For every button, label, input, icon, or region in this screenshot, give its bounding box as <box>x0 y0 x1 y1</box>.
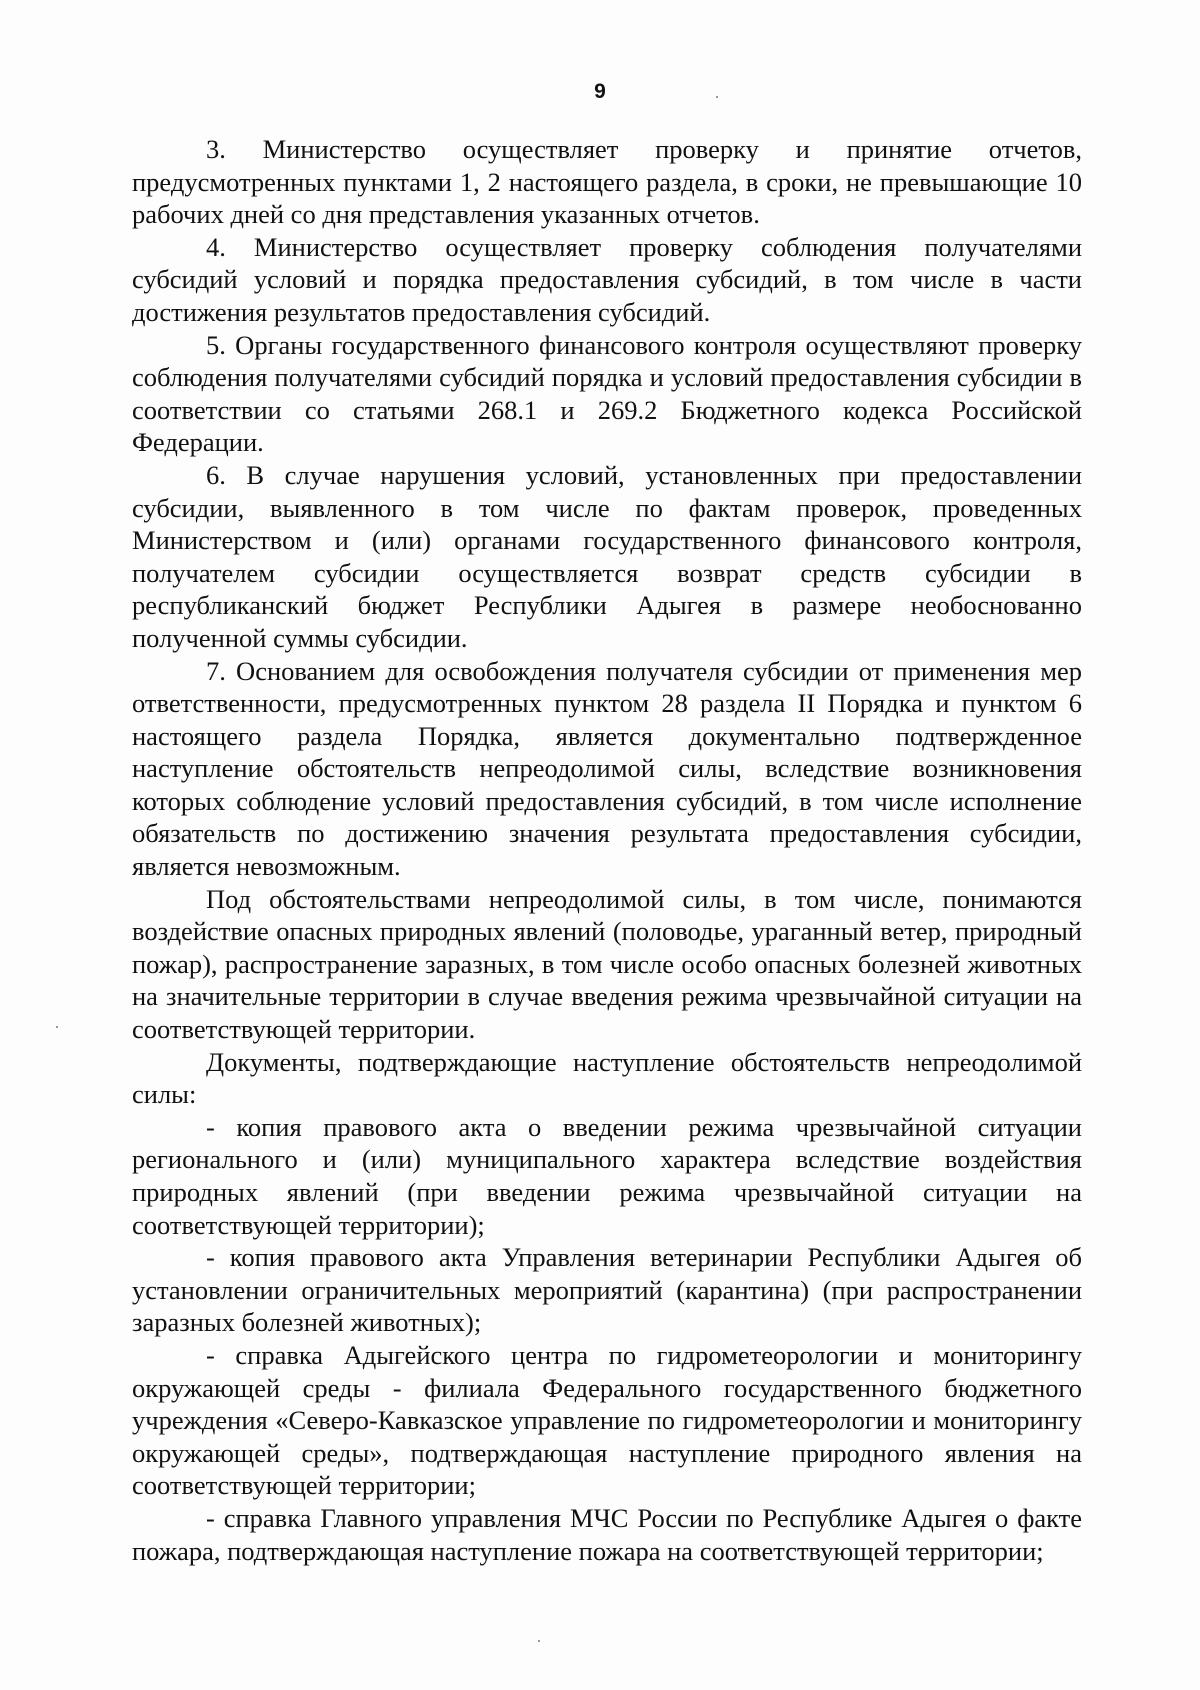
paragraph-item-5: 5. Органы государственного финансового контроля осуществляют проверку соблюдения получателями субсидий порядка и условий предоставления субсидии в соответствии со статьями 268.1 и 269.2 Бюджетного кодекса Российской Федерации. <box>132 329 1082 458</box>
list-item-veterinary-act: - копия правового акта Управления ветеринарии Республики Адыгея об установлении ограничительных мероприятий (карантина) (при распространении заразных болезней животных); <box>132 1242 1082 1338</box>
paragraph-force-majeure-definition: Под обстоятельствами непреодолимой силы, в том числе, понимаются воздействие опасных природных явлений (половодье, ураганный ветер, природный пожар), распространение заразных, в том числе особо опасных болезней животных на значительные территории в случае введения режима чрезвычайной ситуации на соответствующей территории. <box>132 883 1082 1045</box>
paragraph-item-3: 3. Министерство осуществляет проверку и принятие отчетов, предусмотренных пунктами 1, 2 настоящего раздела, в сроки, не превышающие 10 рабочих дней со дня представления указанных отчетов. <box>132 134 1082 230</box>
scan-speck <box>538 1640 540 1642</box>
list-item-emergency-act: - копия правового акта о введении режима чрезвычайной ситуации регионального и (или) муниципального характера вследствие воздействия природных явлений (при введении режима чрезвычайной ситуации на соответствующей территории); <box>132 1111 1082 1240</box>
page-number: 9 <box>594 80 606 103</box>
document-body <box>132 133 1082 1567</box>
paragraph-item-6: 6. В случае нарушения условий, установленных при предоставлении субсидии, выявленного в том числе по фактам проверок, проведенных Министерством и (или) органами государственного финансового контроля, получателем субсидии осуществляется возврат средств субсидии в республиканский бюджет Республики Адыгея в размере необоснованно полученной суммы субсидии. <box>132 459 1082 653</box>
paragraph-item-7: 7. Основанием для освобождения получателя субсидии от применения мер ответственности, предусмотренных пунктом 28 раздела II Порядка и пунктом 6 настоящего раздела Порядка, является документально подтвержденное наступление обстоятельств непреодолимой силы, вследствие возникновения которых соблюдение условий предоставления субсидий, в том числе исполнение обязательств по достижению значения результата предоставления субсидии, является невозможным. <box>132 655 1082 882</box>
list-item-fire-certificate: - справка Главного управления МЧС России по Республике Адыгея о факте пожара, подтверждающая наступление пожара на соответствующей территории; <box>132 1502 1082 1566</box>
scan-speck <box>56 1026 58 1028</box>
paragraph-documents-intro: Документы, подтверждающие наступление обстоятельств непреодолимой силы: <box>132 1046 1082 1110</box>
list-item-hydromet-certificate: - справка Адыгейского центра по гидрометеорологии и мониторингу окружающей среды - филиала Федерального государственного бюджетного учреждения «Северо-Кавказское управление по гидрометеорологии и мониторингу окружающей среды», подтверждающая наступление природного явления на соответствующей территории; <box>132 1339 1082 1501</box>
scan-speck <box>716 96 718 98</box>
paragraph-item-4: 4. Министерство осуществляет проверку соблюдения получателями субсидий условий и порядка предоставления субсидий, в том числе в части достижения результатов предоставления субсидий. <box>132 231 1082 327</box>
